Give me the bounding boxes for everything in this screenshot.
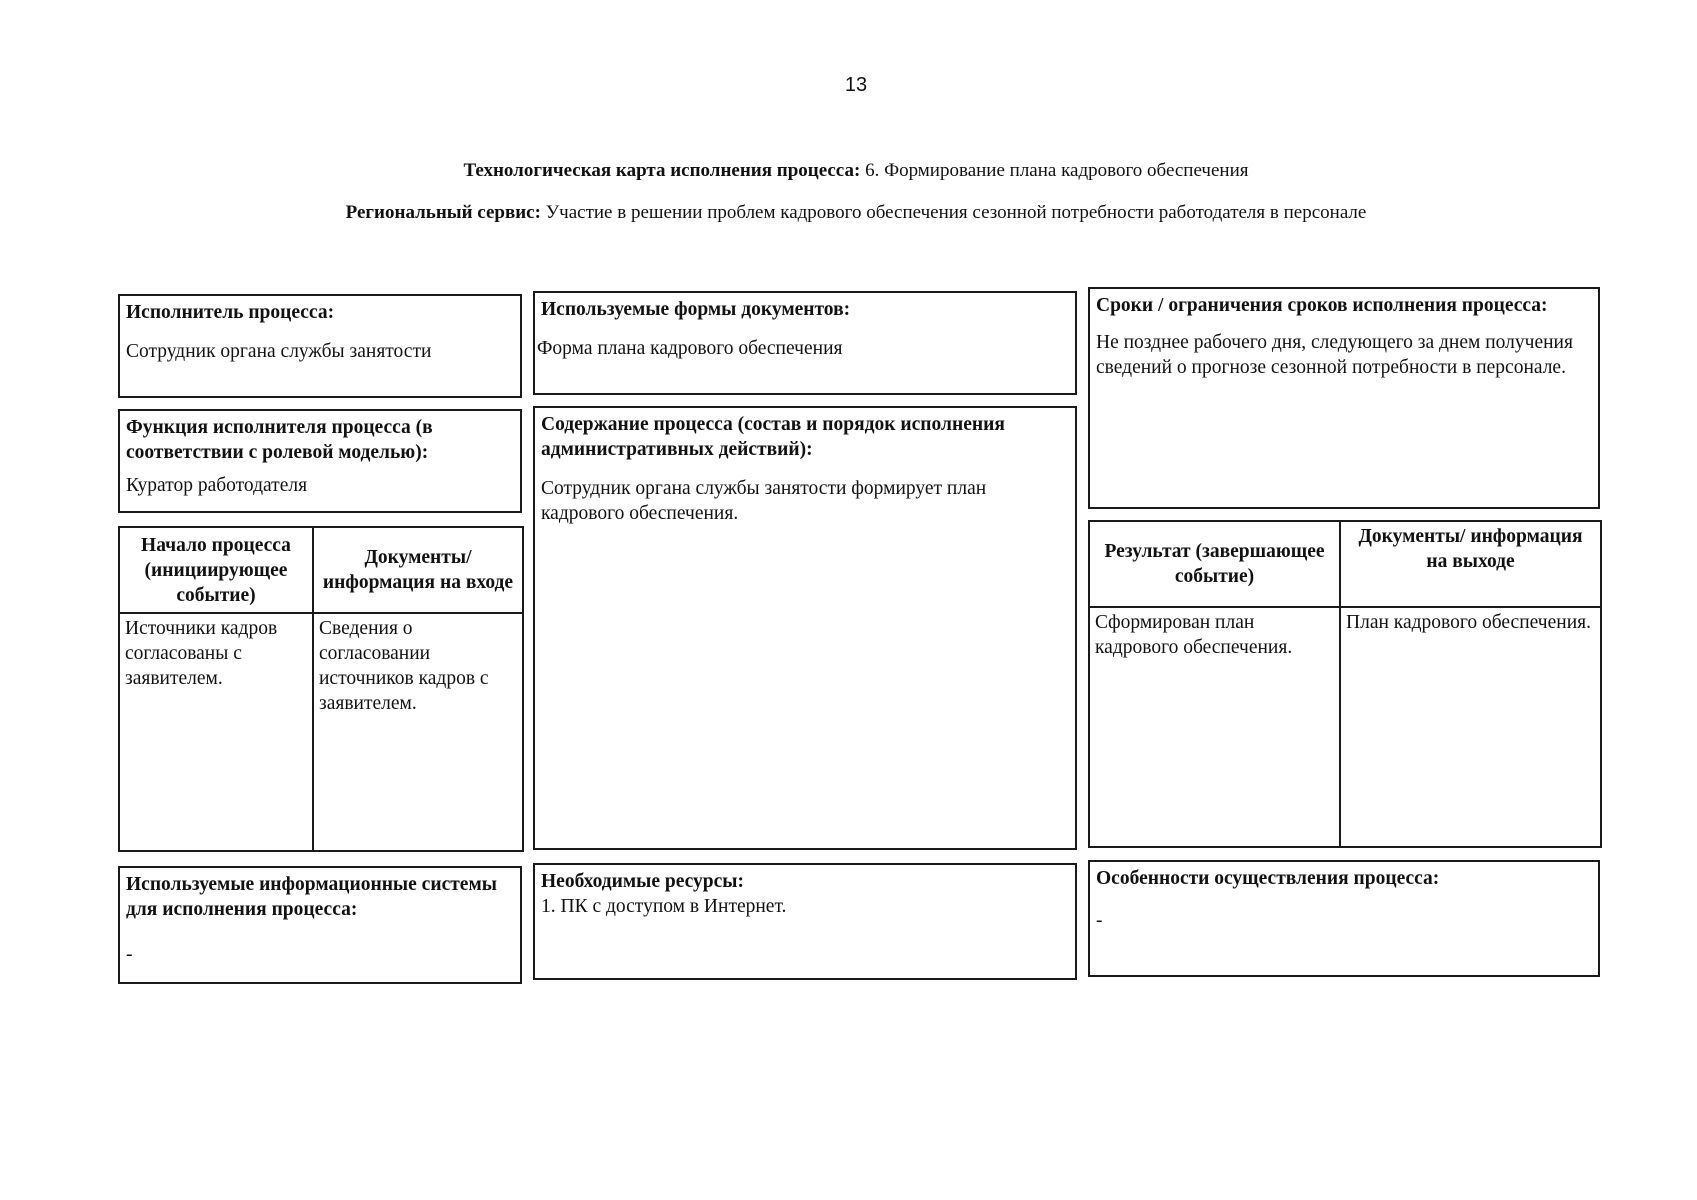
result-table [1088,520,1602,848]
executor-label: Исполнитель процесса: [126,302,335,323]
service-title-value: Участие в решении проблем кадрового обеспечения сезонной потребности работодателя в персонале [545,202,1367,223]
deadlines-label: Сроки / ограничения сроков исполнения процесса: [1096,295,1548,316]
executor-value: Сотрудник органа службы занятости [126,341,432,362]
start-table-header: Документы/ информация на входе [313,527,523,613]
service-title-label: Региональный сервис: [345,202,541,223]
start-table-cell: Сведения о согласовании источников кадров с заявителем. [313,613,523,851]
forms-label: Используемые формы документов: [541,299,851,320]
features-box [1088,860,1600,977]
start-table [118,526,524,852]
features-label: Особенности осуществления процесса: [1096,868,1440,889]
function-box [118,409,522,513]
result-table-cell: Сформирован план кадрового обеспечения. [1089,607,1340,847]
content-box [533,406,1077,850]
deadlines-box [1088,287,1600,509]
resources-value: 1. ПК с доступом в Интернет. [541,896,787,917]
process-title-value: 6. Формирование плана кадрового обеспечения [865,160,1249,181]
service-title [0,202,1697,224]
info-systems-box [118,866,522,984]
start-table-header: Начало процесса (инициирующее событие) [119,527,313,613]
executor-box [118,294,522,398]
forms-box [533,291,1077,395]
features-value: - [1096,910,1103,931]
function-label: Функция исполнителя процесса (в соответствии с ролевой моделью): [126,417,433,463]
forms-value: Форма плана кадрового обеспечения [537,338,843,359]
resources-box [533,863,1077,980]
info-systems-label: Используемые информационные системы для исполнения процесса: [126,874,497,920]
info-systems-value: - [126,944,133,965]
content-value: Сотрудник органа службы занятости формирует план кадрового обеспечения. [541,478,987,524]
content-label: Содержание процесса (состав и порядок исполнения административных действий): [541,414,1005,460]
process-title [0,160,1697,182]
result-table-header: Результат (завершающее событие) [1089,521,1340,607]
result-table-header: Документы/ информация на выходе [1340,521,1601,607]
process-title-label: Технологическая карта исполнения процесса: [463,160,861,181]
result-table-cell: План кадрового обеспечения. [1340,607,1601,847]
page-number: 13 [844,74,868,96]
resources-label: Необходимые ресурсы: [541,871,745,892]
function-value: Куратор работодателя [126,475,308,496]
deadlines-value: Не позднее рабочего дня, следующего за днем получения сведений о прогнозе сезонной потребности в персонале. [1096,332,1573,378]
start-table-cell: Источники кадров согласованы с заявителем. [119,613,313,851]
